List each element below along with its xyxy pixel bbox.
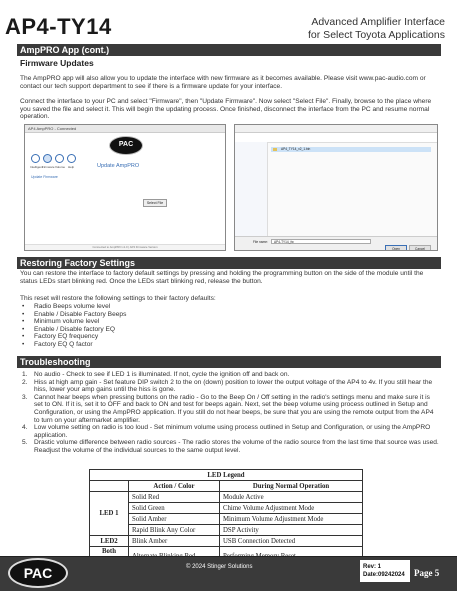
restore-item: • Factory EQ frequency: [20, 333, 440, 341]
select-file-button[interactable]: Select File: [143, 199, 167, 207]
trouble-item: 4. Low volume setting on radio is too loud - Set minimum volume using process outlined in Setup and Configuration, or using the AmpPRO application.: [22, 424, 431, 439]
revision: Rev: 1: [363, 564, 382, 570]
led-action: Solid Green: [129, 503, 220, 514]
restore-list: [20, 303, 440, 349]
intelligent-icon[interactable]: [31, 154, 40, 163]
trouble-item: 1. No audio - Check to see if LED 1 is illuminated. If not, cycle the ignition off and back on.: [22, 371, 290, 378]
led-action: Solid Amber: [129, 514, 220, 525]
restore-item: • Enable / Disable Factory Beeps: [20, 311, 440, 319]
empty-corner: [90, 481, 129, 492]
dialog-title-bar: [235, 125, 437, 133]
led-action: Rapid Blink Any Color: [129, 525, 220, 536]
led-meaning: DSP Activity: [220, 525, 363, 536]
led-meaning: Module Active: [220, 492, 363, 503]
open-button[interactable]: Open: [385, 245, 407, 251]
col-normal: During Normal Operation: [220, 481, 363, 492]
trouble-text: Drastic volume difference between radio sources - The radio stores the volume of the radio source from the last time that source was used. Readjust the volume of the individual sources to the same output level.: [34, 439, 439, 454]
nav-label-intelligent: Intelligent: [30, 165, 43, 169]
app-pac-logo: PAC: [109, 136, 143, 155]
col-action: Action / Color: [129, 481, 220, 492]
led-action: Blink Amber: [129, 536, 220, 547]
led-meaning: USB Connection Detected: [220, 536, 363, 547]
app-status-footer: Connected to AmpPRO v1.0 | AP4 Firmware Version: [25, 244, 225, 250]
restore-item: • Enable / Disable factory EQ: [20, 326, 440, 334]
subtitle-line-2: for Select Toyota Applications: [308, 29, 445, 41]
update-firmware-link[interactable]: Update Firmware: [31, 175, 58, 179]
restore-para-2: This reset will restore the following settings to their factory defaults:: [20, 295, 216, 302]
app-nav: [31, 154, 77, 172]
led2-label: LED2: [90, 536, 129, 547]
trouble-item: 3. Cannot hear beeps when pressing buttons on the radio - Go to the Beep On / Off setting in the radio's settings menu and make sure it is set to ON. If it is, set it to OFF and back to ON and test for beeps again. Next, set the beep volume using process outlined in Setup and Configuration, or using the AmpPRO application. If you still do not hear beeps, be sure that you are using the remote output from the AP4 to turn on your aftermarket amplifier.: [22, 393, 434, 424]
led-meaning: Chime Volume Adjustment Mode: [220, 503, 363, 514]
app-heading: Update AmpPRO: [97, 163, 140, 169]
amppro-app-screenshot: [24, 124, 226, 251]
section-bar-troubleshooting: Troubleshooting: [17, 356, 441, 368]
firmware-para-2: Connect the interface to your PC and select "Firmware", then "Update Firmware". Now select "Select File". Finally, browse to the place where you saved the file and select it. This will begin the updating process. Once finished, disconnect the interface from the PC and resume normal operation.: [20, 98, 432, 121]
filename-label: File name:: [253, 240, 268, 244]
led-meaning: Minimum Volume Adjustment Mode: [220, 514, 363, 525]
section-bar-restore: Restoring Factory Settings: [17, 257, 441, 269]
section-bar-amppro: AmpPRO App (cont.): [17, 44, 441, 56]
copyright: © 2024 Stinger Solutions: [186, 564, 253, 570]
led-legend-table: [89, 469, 363, 566]
subtitle-line-1: Advanced Amplifier Interface: [311, 16, 445, 28]
trouble-item: 5. Drastic volume difference between radio sources - The radio stores the volume of the radio source from the last time that source was used. Readjust the volume of the individual sources to the same output level.: [22, 439, 439, 454]
nav-label-help: Help: [68, 165, 75, 169]
troubleshooting-list: [20, 371, 440, 455]
help-icon[interactable]: [67, 154, 76, 163]
restore-item: • Radio Beeps volume level: [20, 303, 440, 311]
restore-item: • Minimum volume level: [20, 318, 440, 326]
model-title: AP4-TY14: [5, 14, 112, 39]
page-number: Page 5: [414, 568, 440, 578]
app-title-bar: AP4 AmpPRO - Connected: [25, 125, 225, 133]
led-action: Solid Red: [129, 492, 220, 503]
restore-item: • Factory EQ Q factor: [20, 341, 440, 349]
pac-logo: PAC: [8, 558, 68, 588]
revision-date: Date:09242024: [363, 572, 405, 578]
firmware-icon[interactable]: [43, 154, 52, 163]
led-legend-title: LED Legend: [90, 470, 363, 481]
led1-label: LED 1: [90, 492, 129, 536]
dialog-nav-pane: [235, 142, 268, 236]
file-dialog-screenshot: [234, 124, 438, 251]
nav-label-volume: Volume: [55, 165, 66, 169]
trouble-text: Low volume setting on radio is too loud - Set minimum volume using process outlined in Setup and Configuration, or using the AmpPRO application.: [34, 424, 431, 439]
restore-para-1: You can restore the interface to factory default settings by pressing and holding the programming button on the side of the module until the status LEDs start blinking red. Once the LEDs start blinking red, release the button.: [20, 270, 424, 285]
document-subtitle: [308, 16, 445, 42]
file-name: AP4_TY14_v2_1.bin: [281, 147, 311, 151]
file-icon: [273, 148, 277, 151]
trouble-text: Cannot hear beeps when pressing buttons on the radio - Go to the Beep On / Off setting in the radio's settings menu and make sure it is set to ON. If it is, set it to OFF and back to ON and test for beeps again. Next, set the beep volume using process outlined in Setup and Configuration, or using the AmpPRO application. If you still do not hear beeps, be sure that you are using the remote output from the AP4 to turn on your aftermarket amplifier.: [34, 393, 434, 424]
filename-input[interactable]: AP4-TY14_fw: [271, 239, 371, 244]
selected-file-row[interactable]: [271, 147, 431, 152]
firmware-updates-heading: Firmware Updates: [20, 58, 94, 68]
trouble-text: No audio - Check to see if LED 1 is illuminated. If not, cycle the ignition off and back on.: [34, 371, 290, 378]
both-leds-label: Both: [90, 547, 129, 566]
firmware-para-1: The AmpPRO app will also allow you to update the interface with new firmware as it becomes available. Please visit www.pac-audio.com or contact our tech support department to see if there is a firmware update for your interface.: [20, 75, 426, 90]
trouble-text: Hiss at high amp gain - Set feature DIP switch 2 to the on (down) position to lower the output voltage of the AP4 to 4v. If you still hear the hiss, lower your amp gains until the hiss is gone.: [34, 378, 433, 394]
trouble-item: 2. Hiss at high amp gain - Set feature DIP switch 2 to the on (down) position to lower the output voltage of the AP4 to 4v. If you still hear the hiss, lower your amp gains until the hiss is gone.: [22, 378, 433, 394]
dialog-bottom-bar: [235, 236, 437, 251]
revision-box: [360, 560, 410, 582]
cancel-button[interactable]: Cancel: [409, 245, 431, 251]
volume-icon[interactable]: [55, 154, 64, 163]
nav-label-firmware: Firmware: [42, 165, 55, 169]
